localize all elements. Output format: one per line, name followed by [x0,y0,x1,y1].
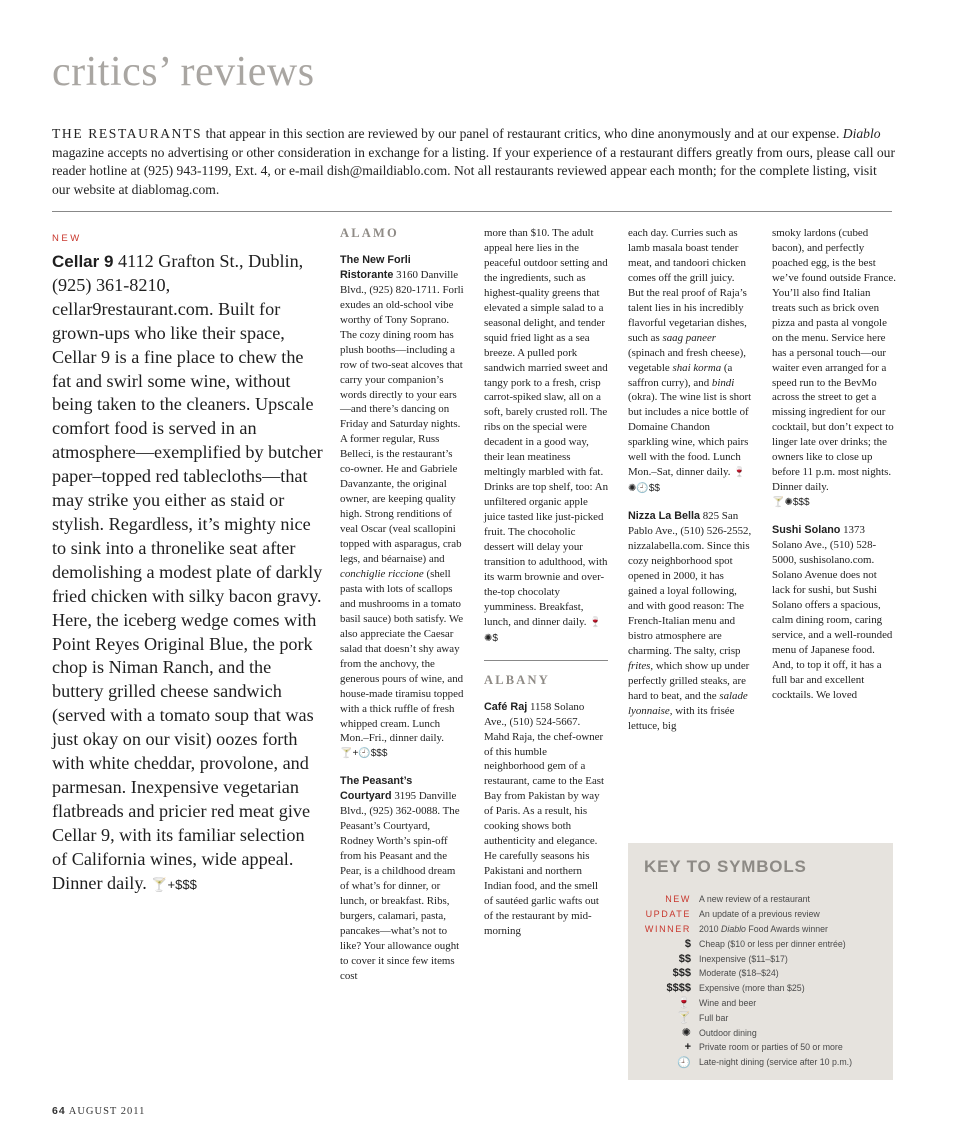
key-row [628,907,893,922]
key-title: KEY TO SYMBOLS [644,857,807,876]
review-continuation [628,226,752,497]
review-continuation [772,226,896,511]
key-row [628,951,893,966]
region-divider [484,660,608,661]
key-description: Expensive (more than $25) [699,983,805,994]
review-symbols: 🍸+🕘$$$ [340,748,388,760]
review-text: which show up under perfectly grilled steaks, are hard to beat, and the [628,659,750,702]
intro-magazine-name: Diablo [842,126,881,141]
review-symbols: 🍷✺🕘$$ [628,467,746,495]
review-italic: conchiglie riccione [340,567,424,580]
key-description-italic: Diablo [721,923,746,934]
martini-glass-icon: 🍸 [677,1012,691,1025]
review-text: (spinach and fresh cheese), vegetable [628,346,746,374]
review-column-3 [628,226,752,733]
key-description: A new review of a restaurant [699,894,810,905]
key-description: Full bar [699,1012,729,1023]
key-row [628,936,893,951]
key-row [628,996,893,1011]
key-symbol: UPDATE [645,909,691,920]
intro-paragraph [52,125,897,199]
key-description [699,924,828,934]
review-text: 1158 Solano Ave., (510) 524-5667. Mahd Raja, the chef-owner of this humble neighborhood gem of a restaurant, came to the East Bay from Pakistan by way of Paris. As a result, his cooking shows both authenticity and elegance. He carefully seasons his Pakistani and northern Indian food, and the smell of sautéed garlic wafts out of the restaurant by mid-morning [484,700,605,937]
review-text: 3195 Danville Blvd., (925) 362-0088. The Peasant’s Courtyard, Rodney Worth’s spin-off from his Peasant and the Pear, is a childhood dream of what’s for dinner, or lunch, or breakfast. Ribs, burgers, calamari, pasta, pancakes—what’s not to like? Your allowance ought to cover it since few items cost [340,790,460,982]
key-rows [628,892,893,1070]
review-text: more than $10. The adult appeal here lies in the peaceful outdoor setting and the ingredients, such as highest-quality greens that elevated a simple salad to a seasonal delight, and tender squid fried light as a sea breeze. A pulled pork sandwich married sweet and tangy pork to a fresh, crisp carrot-spiked slaw, all on a soft, barely crusted roll. The ribs on the special were decadent in a good way, their lean meatiness meltingly marbled with fat. Drinks are top shelf, too: An unfiltered organic apple juice tasted like just-picked fruit. The chocoholic dessert will delay your transition to adulthood, with its warm brownie and over-the-top chocolaty yumminess. Breakfast, lunch, and dinner daily. [484,227,609,628]
intro-text-2: magazine accepts no advertising or other consideration in exchange for a listing. If your experience of a restaurant differs greatly from ours, please call our reader hotline at (925) 943-1199, Ext. 4, or e-mail dish@maildiablo.com. Not all restaurants reviewed appear each month; for the complete listing, visit our website at diablomag.com. [52,144,895,197]
review-italic: salade lyonnaise, [628,689,748,717]
key-description-pre: 2010 [699,923,722,934]
key-description: An update of a previous review [699,909,820,920]
restaurant-name: The New Forli Ristorante [340,253,411,281]
intro-text-1: that appear in this section are reviewed by our panel of restaurant critics, who dine anonymously and at our expense. [202,126,843,141]
review-peasants-courtyard [340,774,464,983]
intro-lead: THE RESTAURANTS [52,126,203,141]
review-symbols: 🍷✺$ [484,616,602,644]
key-symbol: NEW [665,894,691,905]
key-description: Cheap ($10 or less per dinner entrée) [699,938,846,949]
feature-restaurant-name: Cellar 9 [52,252,114,271]
new-tag: NEW [52,233,82,244]
key-row [628,966,893,981]
review-column-1 [340,226,464,984]
feature-review [52,233,324,896]
key-row [628,1055,893,1070]
review-continuation [484,226,608,647]
review-text: with its frisée lettuce, big [628,704,735,732]
key-symbol: $ [684,937,691,950]
key-symbol: $$$$ [666,982,691,995]
review-text: each day. Curries such as lamb masala boast tender meat, and tandoori chicken comes off the grill juicy. But the real proof of Raja’s talent lies in his incredibly flavorful vegetarian dishes, such as [628,227,747,344]
review-text: (okra). The wine list is short but includes a nice bottle of Domaine Chandon sparkling wine, which pairs well with the food. Lunch Mon.–Sat, dinner daily. [628,391,752,479]
key-row [628,1025,893,1040]
key-description: Moderate ($18–$24) [699,968,779,979]
page-title: critics’ reviews [52,49,315,95]
header-divider [52,211,892,212]
review-text: 3160 Danville Blvd., (925) 820-1711. Forli exudes an old-school vibe worthy of Tony Soprano. The cozy dining room has plush booths—including a row of two-seat alcoves that carry your companion’s words directly to your ears—and there’s dancing on Friday and Saturday nights. A former regular, Russ Belleci, is the restaurant’s co-owner. He and Gabriele Davanzante, the original owner, are keeping quality high. Strong renditions of veal Oscar (veal scallopini topped with asparagus, crab legs, and béarnaise) and [340,268,464,566]
review-text: (shell pasta with lots of scallops and mushrooms in a tomato basil sauce) both satisfy. We also appreciate the Caesar salad that doesn’t shy away from the anchovy, the generous pours of wine, and house-made tiramisu topped with a thick ruffle of fresh whipped cream. Lunch Mon.–Fri., dinner daily. [340,567,464,745]
key-description: Inexpensive ($11–$17) [699,953,788,964]
feature-text: 4112 Grafton St., Dublin, (925) 361-8210, cellar9restaurant.com. Built for grown-ups who like their space, Cellar 9 is a fine place to chew the fat and swirl some wine, without being taken to the cleaners. Upscale comfort food is served in an atmosphere—exemplified by butcher paper–topped red tablecloths—that may strike you either as staid or stylish. Regardless, it’s mighty nice to sink into a thronelike seat after demolishing a modest plate of darkly fried chicken with silky bacon gravy. Here, the iceberg wedge comes with Point Reyes Original Blue, the pork chop is Niman Ranch, and the buttery grilled cheese sandwich (served with a tomato soup that was just okay on our visit) oozes forth with white cheddar, provolone, and parmesan. Inexpensive vegetarian flatbreads and pricier red meat give Cellar 9, with its familiar selection of California wines, wide appeal. Dinner daily. [52,251,323,893]
review-text: smoky lardons (cubed bacon), and perfectly poached egg, is the best we’ve found outside France. You’ll also find Italian treats such as brick oven pizza and pasta al vongole on the menu. Service here has a personal touch—our waiter even arranged for a speed run to the BevMo across the street to get a missing ingredient for our cocktail, but don’t expect to linger late over drinks; the owners like to close up before 11 p.m. most nights. Dinner daily. [772,227,896,494]
review-sushi-solano [772,523,896,702]
page-footer [52,1105,145,1117]
review-nizza-la-bella [628,509,752,733]
review-text: 825 San Pablo Ave., (510) 526-2552, nizzalabella.com. Since this cozy neighborhood spot opened in 2000, it has gained a loyal following, and with good reason: The French-Italian menu and bistro atmosphere are charming. The salty, crisp [628,510,752,657]
key-description: Wine and beer [699,997,757,1008]
key-description-post: Food Awards winner [745,923,828,934]
key-row [628,922,893,937]
feature-symbols: 🍸+$$$ [151,876,197,892]
restaurant-name: Nizza La Bella [628,510,701,523]
review-italic: shai korma [672,361,722,374]
key-symbol: WINNER [644,923,691,934]
key-description: Late-night dining (service after 10 p.m.) [699,1057,853,1068]
review-italic: bindi [711,376,735,389]
key-description: Private room or parties of 50 or more [699,1042,843,1053]
key-symbol: $$$ [672,967,691,980]
review-new-forli [340,253,464,762]
page-number: 64 [52,1105,66,1117]
feature-body [52,250,324,896]
sun-icon: ✺ [681,1027,691,1040]
key-symbol: $$ [678,952,691,965]
plus-icon: + [684,1041,691,1054]
key-row [628,1040,893,1055]
review-column-4 [772,226,896,703]
review-text: 1373 Solano Ave., (510) 528-5000, sushisolano.com. Solano Avenue does not lack for sushi, but Sushi Solano offers a spacious, calm dining room, caring service, and a well-rounded menu of Japanese food. And, to top it off, it has a full bar and excellent cocktails. We loved [772,524,893,701]
clock-icon: 🕘 [677,1056,691,1069]
key-row [628,892,893,907]
review-italic: saag paneer [662,331,717,344]
key-row [628,981,893,996]
review-column-2 [484,226,608,939]
restaurant-name: Café Raj [484,700,528,713]
issue-date: AUGUST 2011 [68,1106,146,1117]
restaurant-name: The Peasant’s Courtyard [340,775,413,803]
review-italic: frites, [628,659,654,672]
key-to-symbols-box [628,843,893,1080]
review-text: (a saffron curry), and [628,361,733,389]
region-heading-alamo: ALAMO [340,226,399,240]
review-symbols: 🍸✺$$$ [772,497,810,509]
restaurant-name: Sushi Solano [772,524,841,537]
wine-glass-icon: 🍷 [677,997,691,1010]
key-description: Outdoor dining [699,1027,757,1038]
key-row [628,1010,893,1025]
region-heading-albany: ALBANY [484,672,550,687]
review-cafe-raj [484,700,608,939]
